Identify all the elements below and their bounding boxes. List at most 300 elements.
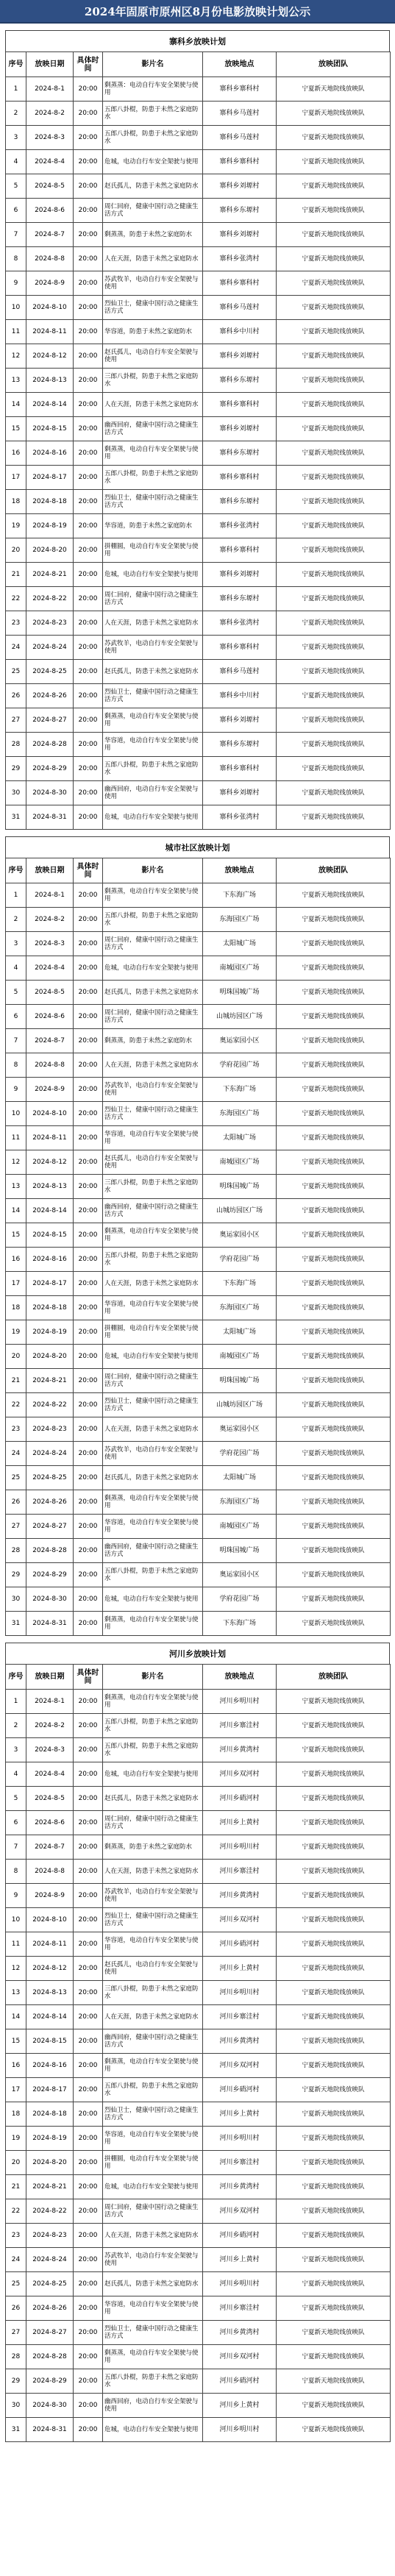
- row-index-cell: 26: [6, 1490, 26, 1515]
- screening-location-cell: 河川乡上黄村: [203, 2248, 277, 2272]
- screening-time-cell: 20:00: [74, 1223, 103, 1248]
- screening-date-cell: 2024-8-16: [26, 2054, 74, 2078]
- screening-time-cell: 20:00: [74, 2175, 103, 2199]
- table-row: [6, 1490, 391, 1515]
- row-index-cell: 22: [6, 2199, 26, 2224]
- film-title-cell: 赵氏孤儿，防患于未然之家庭防水: [103, 2272, 203, 2296]
- row-index-cell: 26: [6, 2296, 26, 2321]
- film-title-cell: 幽西回府，健康中国行动之健康生活方式: [103, 1199, 203, 1223]
- table-row: [6, 1932, 391, 1957]
- film-title-cell: 烈仙卫士，健康中国行动之健康生活方式: [103, 684, 203, 708]
- row-index-cell: 7: [6, 1835, 26, 1860]
- screening-time-cell: 20:00: [74, 1150, 103, 1175]
- screening-location-cell: 寨科乡东塬村: [203, 587, 277, 611]
- film-title-cell: 幽西回府，健康中国行动之健康生活方式: [103, 417, 203, 441]
- table-row: [6, 514, 391, 538]
- screening-time-cell: 20:00: [74, 932, 103, 956]
- table-row: [6, 636, 391, 660]
- film-title-cell: 周仁回府，健康中国行动之健康生活方式: [103, 1811, 203, 1835]
- film-title-cell: 剩蒸蒸，电动自行车安全架驶与使用: [103, 883, 203, 908]
- film-title-cell: 危城，电动自行车安全架驶与使用: [103, 1345, 203, 1369]
- screening-location-cell: 寨科乡寨科村: [203, 538, 277, 563]
- screening-location-cell: 河川乡上黄村: [203, 1811, 277, 1835]
- screening-team-cell: 宁夏新天地院线放映队: [277, 563, 391, 587]
- row-index-cell: 10: [6, 1908, 26, 1932]
- film-title-cell: 五郎八卦棍，防患于未然之家庭防水: [103, 2369, 203, 2394]
- screening-team-cell: 宁夏新天地院线放映队: [277, 1175, 391, 1199]
- row-index-cell: 19: [6, 514, 26, 538]
- screening-date-cell: 2024-8-3: [26, 1738, 74, 1762]
- film-title-cell: 周仁回府，健康中国行动之健康生活方式: [103, 199, 203, 223]
- screening-time-cell: 20:00: [74, 1932, 103, 1957]
- table-row: [6, 2345, 391, 2369]
- row-index-cell: 8: [6, 247, 26, 271]
- section-spacer: [5, 1636, 390, 1643]
- screening-date-cell: 2024-8-13: [26, 369, 74, 393]
- row-index-cell: 10: [6, 1102, 26, 1126]
- film-title-cell: 剩蒸蒸，电动自行车安全架驶与使用: [103, 708, 203, 733]
- screening-date-cell: 2024-8-23: [26, 611, 74, 636]
- screening-date-cell: 2024-8-10: [26, 1908, 74, 1932]
- screening-time-cell: 20:00: [74, 1369, 103, 1393]
- screening-date-cell: 2024-8-2: [26, 102, 74, 126]
- table-row: [6, 1762, 391, 1787]
- row-index-cell: 15: [6, 1223, 26, 1248]
- screening-date-cell: 2024-8-1: [26, 77, 74, 102]
- screening-location-cell: 太阳城广场: [203, 1320, 277, 1345]
- screening-location-cell: 寨科乡马莲村: [203, 102, 277, 126]
- screening-time-cell: 20:00: [74, 1442, 103, 1466]
- screening-team-cell: 宁夏新天地院线放映队: [277, 1369, 391, 1393]
- screening-team-cell: 宁夏新天地院线放映队: [277, 636, 391, 660]
- table-row: [6, 2029, 391, 2054]
- row-index-cell: 10: [6, 296, 26, 320]
- screening-date-cell: 2024-8-22: [26, 587, 74, 611]
- row-index-cell: 5: [6, 1787, 26, 1811]
- screening-team-cell: 宁夏新天地院线放映队: [277, 1811, 391, 1835]
- film-title-cell: 危城，电动自行车安全架驶与使用: [103, 1587, 203, 1612]
- screening-team-cell: 宁夏新天地院线放映队: [277, 587, 391, 611]
- screening-date-cell: 2024-8-8: [26, 1860, 74, 1884]
- film-title-cell: 五郎八卦棍，防患于未然之家庭防水: [103, 466, 203, 490]
- screening-team-cell: 宁夏新天地院线放映队: [277, 1248, 391, 1272]
- row-index-cell: 6: [6, 1811, 26, 1835]
- screening-time-cell: 20:00: [74, 296, 103, 320]
- table-row: [6, 2078, 391, 2102]
- screening-time-cell: 20:00: [74, 1053, 103, 1078]
- table-row: [6, 441, 391, 466]
- screening-location-cell: 河川乡寨洼村: [203, 2296, 277, 2321]
- screening-time-cell: 20:00: [74, 781, 103, 805]
- schedule-section: [0, 1636, 395, 2442]
- screening-location-cell: 寨科乡寨科村: [203, 466, 277, 490]
- screening-location-cell: 寨科乡刘塬村: [203, 781, 277, 805]
- screening-date-cell: 2024-8-26: [26, 2296, 74, 2321]
- screening-team-cell: 宁夏新天地院线放映队: [277, 1053, 391, 1078]
- table-row: [6, 490, 391, 514]
- film-title-cell: 剩蒸蒸，防患于未然之家庭防水: [103, 1029, 203, 1053]
- screening-team-cell: 宁夏新天地院线放映队: [277, 2054, 391, 2078]
- film-title-cell: 烈仙卫士，健康中国行动之健康生活方式: [103, 490, 203, 514]
- screening-location-cell: 东海园区广场: [203, 1490, 277, 1515]
- screening-time-cell: 20:00: [74, 320, 103, 344]
- screening-date-cell: 2024-8-18: [26, 490, 74, 514]
- screening-time-cell: 20:00: [74, 1345, 103, 1369]
- screening-team-cell: 宁夏新天地院线放映队: [277, 2321, 391, 2345]
- screening-date-cell: 2024-8-5: [26, 174, 74, 199]
- screening-time-cell: 20:00: [74, 2248, 103, 2272]
- table-row: [6, 660, 391, 684]
- column-header-film-title: 影片名: [103, 858, 203, 883]
- screening-date-cell: 2024-8-23: [26, 2224, 74, 2248]
- screening-location-cell: 河川乡双河村: [203, 1762, 277, 1787]
- row-index-cell: 30: [6, 2394, 26, 2418]
- screening-location-cell: 河川乡寨洼村: [203, 2005, 277, 2029]
- row-index-cell: 22: [6, 587, 26, 611]
- screening-location-cell: 明珠国城广场: [203, 1175, 277, 1199]
- screening-date-cell: 2024-8-7: [26, 1835, 74, 1860]
- film-title-cell: 烈仙卫士，健康中国行动之健康生活方式: [103, 1908, 203, 1932]
- table-row: [6, 1835, 391, 1860]
- screening-time-cell: 20:00: [74, 2078, 103, 2102]
- screening-time-cell: 20:00: [74, 1296, 103, 1320]
- screening-date-cell: 2024-8-23: [26, 1417, 74, 1442]
- table-row: [6, 1884, 391, 1908]
- screening-team-cell: 宁夏新天地院线放映队: [277, 805, 391, 830]
- screening-team-cell: 宁夏新天地院线放映队: [277, 174, 391, 199]
- screening-time-cell: 20:00: [74, 908, 103, 932]
- screening-time-cell: 20:00: [74, 466, 103, 490]
- table-row: [6, 2054, 391, 2078]
- screening-location-cell: 河川乡硝河村: [203, 2369, 277, 2394]
- table-row: [6, 1102, 391, 1126]
- row-index-cell: 14: [6, 2005, 26, 2029]
- row-index-cell: 18: [6, 1296, 26, 1320]
- screening-date-cell: 2024-8-25: [26, 660, 74, 684]
- film-title-cell: 剩蒸蒸：电动自行车安全架驶与使用: [103, 77, 203, 102]
- screening-time-cell: 20:00: [74, 393, 103, 417]
- table-row: [6, 733, 391, 757]
- row-index-cell: 31: [6, 805, 26, 830]
- table-row: [6, 781, 391, 805]
- film-title-cell: 烈仙卫士，健康中国行动之健康生活方式: [103, 2321, 203, 2345]
- film-title-cell: 剩蒸蒸，电动自行车安全架驶与使用: [103, 2345, 203, 2369]
- film-title-cell: 三郎八卦棍，防患于未然之家庭防水: [103, 1175, 203, 1199]
- table-row: [6, 1466, 391, 1490]
- screening-time-cell: 20:00: [74, 883, 103, 908]
- screening-location-cell: 明珠国城广场: [203, 981, 277, 1005]
- row-index-cell: 9: [6, 1078, 26, 1102]
- screening-team-cell: 宁夏新天地院线放映队: [277, 1539, 391, 1563]
- screening-time-cell: 20:00: [74, 1957, 103, 1981]
- screening-location-cell: 学府花园广场: [203, 1587, 277, 1612]
- screening-team-cell: 宁夏新天地院线放映队: [277, 781, 391, 805]
- row-index-cell: 8: [6, 1053, 26, 1078]
- table-row: [6, 1005, 391, 1029]
- screening-team-cell: 宁夏新天地院线放映队: [277, 2078, 391, 2102]
- screening-date-cell: 2024-8-3: [26, 932, 74, 956]
- film-title-cell: 烈仙卫士，健康中国行动之健康生活方式: [103, 296, 203, 320]
- screening-date-cell: 2024-8-31: [26, 805, 74, 830]
- row-index-cell: 4: [6, 956, 26, 981]
- film-title-cell: 五郎八卦棍，防患于未然之家庭防水: [103, 908, 203, 932]
- table-row: [6, 199, 391, 223]
- row-index-cell: 15: [6, 417, 26, 441]
- screening-date-cell: 2024-8-29: [26, 757, 74, 781]
- table-row: [6, 1787, 391, 1811]
- table-row: [6, 320, 391, 344]
- screening-date-cell: 2024-8-27: [26, 708, 74, 733]
- screening-date-cell: 2024-8-29: [26, 2369, 74, 2394]
- film-title-cell: 周仁回府，健康中国行动之健康生活方式: [103, 2199, 203, 2224]
- screening-team-cell: 宁夏新天地院线放映队: [277, 1393, 391, 1417]
- screening-team-cell: 宁夏新天地院线放映队: [277, 538, 391, 563]
- screening-time-cell: 20:00: [74, 1587, 103, 1612]
- table-row: [6, 1175, 391, 1199]
- row-index-cell: 21: [6, 1369, 26, 1393]
- row-index-cell: 23: [6, 2224, 26, 2248]
- screening-team-cell: 宁夏新天地院线放映队: [277, 1005, 391, 1029]
- film-title-cell: 危城，电动自行车安全架驶与使用: [103, 2418, 203, 2442]
- screening-date-cell: 2024-8-11: [26, 320, 74, 344]
- screening-time-cell: 20:00: [74, 2272, 103, 2296]
- film-title-cell: 华容道，电动自行车安全架驶与使用: [103, 1515, 203, 1539]
- screening-date-cell: 2024-8-11: [26, 1126, 74, 1150]
- screening-location-cell: 奥运家园小区: [203, 1563, 277, 1587]
- screening-date-cell: 2024-8-7: [26, 223, 74, 247]
- screening-team-cell: 宁夏新天地院线放映队: [277, 490, 391, 514]
- table-row: [6, 684, 391, 708]
- column-header-screening-date: 放映日期: [26, 1665, 74, 1690]
- table-row: [6, 708, 391, 733]
- screening-team-cell: 宁夏新天地院线放映队: [277, 1029, 391, 1053]
- row-index-cell: 11: [6, 320, 26, 344]
- screening-date-cell: 2024-8-15: [26, 2029, 74, 2054]
- screening-time-cell: 20:00: [74, 441, 103, 466]
- screening-team-cell: 宁夏新天地院线放映队: [277, 1563, 391, 1587]
- screening-date-cell: 2024-8-25: [26, 2272, 74, 2296]
- table-row: [6, 805, 391, 830]
- screening-location-cell: 寨科乡马莲村: [203, 126, 277, 150]
- film-title-cell: 危城，电动自行车安全架驶与使用: [103, 956, 203, 981]
- screening-date-cell: 2024-8-24: [26, 2248, 74, 2272]
- row-index-cell: 1: [6, 77, 26, 102]
- row-index-cell: 12: [6, 1957, 26, 1981]
- screening-team-cell: 宁夏新天地院线放映队: [277, 757, 391, 781]
- screening-location-cell: 河川乡黄湾村: [203, 2175, 277, 2199]
- screening-time-cell: 20:00: [74, 636, 103, 660]
- row-index-cell: 24: [6, 636, 26, 660]
- screening-team-cell: 宁夏新天地院线放映队: [277, 271, 391, 296]
- screening-team-cell: 宁夏新天地院线放映队: [277, 2102, 391, 2127]
- film-title-cell: 烈仙卫士，健康中国行动之健康生活方式: [103, 1393, 203, 1417]
- row-index-cell: 1: [6, 883, 26, 908]
- screening-time-cell: 20:00: [74, 2418, 103, 2442]
- screening-time-cell: 20:00: [74, 514, 103, 538]
- row-index-cell: 11: [6, 1126, 26, 1150]
- screening-time-cell: 20:00: [74, 1787, 103, 1811]
- table-row: [6, 1223, 391, 1248]
- screening-time-cell: 20:00: [74, 1539, 103, 1563]
- screening-date-cell: 2024-8-16: [26, 441, 74, 466]
- film-title-cell: 人在天涯，防患于未然之家庭防水: [103, 2224, 203, 2248]
- screening-date-cell: 2024-8-2: [26, 1714, 74, 1738]
- row-index-cell: 15: [6, 2029, 26, 2054]
- screening-team-cell: 宁夏新天地院线放映队: [277, 1345, 391, 1369]
- table-row: [6, 611, 391, 636]
- film-title-cell: 人在天涯，防患于未然之家庭防水: [103, 2005, 203, 2029]
- screening-team-cell: 宁夏新天地院线放映队: [277, 2418, 391, 2442]
- screening-date-cell: 2024-8-4: [26, 956, 74, 981]
- screening-date-cell: 2024-8-13: [26, 1175, 74, 1199]
- screening-location-cell: 河川乡硝河村: [203, 1787, 277, 1811]
- screening-date-cell: 2024-8-9: [26, 1078, 74, 1102]
- table-row: [6, 883, 391, 908]
- film-title-cell: 剩蒸蒸，电动自行车安全架驶与使用: [103, 1490, 203, 1515]
- screening-date-cell: 2024-8-31: [26, 1612, 74, 1636]
- screening-location-cell: 河川乡上黄村: [203, 2102, 277, 2127]
- film-title-cell: 烈仙卫士，健康中国行动之健康生活方式: [103, 2102, 203, 2127]
- film-title-cell: 赵氏孤儿，防患于未然之家庭防水: [103, 1466, 203, 1490]
- row-index-cell: 29: [6, 1563, 26, 1587]
- screening-location-cell: 寨科乡刘塬村: [203, 223, 277, 247]
- row-index-cell: 25: [6, 1466, 26, 1490]
- screening-date-cell: 2024-8-1: [26, 1690, 74, 1714]
- screening-time-cell: 20:00: [74, 2102, 103, 2127]
- row-index-cell: 5: [6, 174, 26, 199]
- screening-date-cell: 2024-8-30: [26, 781, 74, 805]
- column-header-screening-team: 放映团队: [277, 858, 391, 883]
- table-row: [6, 223, 391, 247]
- screening-location-cell: 南城园区广场: [203, 1150, 277, 1175]
- screening-team-cell: 宁夏新天地院线放映队: [277, 1223, 391, 1248]
- screening-team-cell: 宁夏新天地院线放映队: [277, 102, 391, 126]
- screening-location-cell: 河川乡寨洼村: [203, 1714, 277, 1738]
- screening-date-cell: 2024-8-11: [26, 1932, 74, 1957]
- section-spacer: [5, 24, 390, 30]
- screening-date-cell: 2024-8-14: [26, 2005, 74, 2029]
- row-index-cell: 9: [6, 271, 26, 296]
- screening-time-cell: 20:00: [74, 1860, 103, 1884]
- film-title-cell: 剩蒸蒸，电动自行车安全架驶与使用: [103, 1690, 203, 1714]
- table-row: [6, 1345, 391, 1369]
- screening-location-cell: 河川乡硝河村: [203, 2224, 277, 2248]
- row-index-cell: 16: [6, 2054, 26, 2078]
- row-index-cell: 6: [6, 1005, 26, 1029]
- row-index-cell: 3: [6, 1738, 26, 1762]
- film-title-cell: 苏武牧羊，电动自行车安全架驶与使用: [103, 636, 203, 660]
- screening-location-cell: 太阳城广场: [203, 932, 277, 956]
- screening-date-cell: 2024-8-4: [26, 1762, 74, 1787]
- film-title-cell: 剩蒸蒸，电动自行车安全架驶与使用: [103, 441, 203, 466]
- screening-team-cell: 宁夏新天地院线放映队: [277, 369, 391, 393]
- screening-location-cell: 学府花园广场: [203, 1248, 277, 1272]
- screening-date-cell: 2024-8-19: [26, 2127, 74, 2151]
- screening-date-cell: 2024-8-3: [26, 126, 74, 150]
- screening-date-cell: 2024-8-28: [26, 733, 74, 757]
- screening-time-cell: 20:00: [74, 1417, 103, 1442]
- screening-time-cell: 20:00: [74, 2005, 103, 2029]
- screening-location-cell: 河川乡双河村: [203, 2054, 277, 2078]
- screening-time-cell: 20:00: [74, 587, 103, 611]
- screening-team-cell: 宁夏新天地院线放映队: [277, 1860, 391, 1884]
- screening-location-cell: 太阳城广场: [203, 1126, 277, 1150]
- film-title-cell: 人在天涯，防患于未然之家庭防水: [103, 1272, 203, 1296]
- film-title-cell: 华容道，电动自行车安全架驶与使用: [103, 733, 203, 757]
- screening-time-cell: 20:00: [74, 369, 103, 393]
- film-title-cell: 苏武牧羊，电动自行车安全架驶与使用: [103, 1442, 203, 1466]
- row-index-cell: 31: [6, 1612, 26, 1636]
- row-index-cell: 25: [6, 2272, 26, 2296]
- screening-location-cell: 河川乡寨洼村: [203, 1860, 277, 1884]
- table-header-row: [6, 1665, 391, 1690]
- screening-date-cell: 2024-8-5: [26, 1787, 74, 1811]
- screening-time-cell: 20:00: [74, 1005, 103, 1029]
- screening-location-cell: 寨科乡寨科村: [203, 393, 277, 417]
- row-index-cell: 16: [6, 1248, 26, 1272]
- screening-team-cell: 宁夏新天地院线放映队: [277, 77, 391, 102]
- table-row: [6, 126, 391, 150]
- row-index-cell: 28: [6, 2345, 26, 2369]
- screening-team-cell: 宁夏新天地院线放映队: [277, 981, 391, 1005]
- screening-date-cell: 2024-8-31: [26, 2418, 74, 2442]
- screening-time-cell: 20:00: [74, 223, 103, 247]
- film-title-cell: 人在天涯，防患于未然之家庭防水: [103, 1053, 203, 1078]
- row-index-cell: 20: [6, 1345, 26, 1369]
- table-row: [6, 1981, 391, 2005]
- screening-team-cell: 宁夏新天地院线放映队: [277, 2272, 391, 2296]
- screening-time-cell: 20:00: [74, 1078, 103, 1102]
- film-title-cell: 五郎八卦棍，防患于未然之家庭防水: [103, 1248, 203, 1272]
- column-header-row-index: 序号: [6, 858, 26, 883]
- screening-time-cell: 20:00: [74, 1393, 103, 1417]
- section-title: 城市社区放映计划: [5, 836, 390, 858]
- table-row: [6, 1320, 391, 1345]
- screening-date-cell: 2024-8-17: [26, 466, 74, 490]
- film-title-cell: 剩蒸蒸，电动自行车安全架驶与使用: [103, 2054, 203, 2078]
- row-index-cell: 17: [6, 466, 26, 490]
- screening-team-cell: 宁夏新天地院线放映队: [277, 2005, 391, 2029]
- screening-location-cell: 寨科乡张湾村: [203, 611, 277, 636]
- table-row: [6, 2394, 391, 2418]
- row-index-cell: 4: [6, 150, 26, 174]
- row-index-cell: 14: [6, 393, 26, 417]
- schedule-section: [0, 830, 395, 1636]
- screening-location-cell: 寨科乡东塬村: [203, 441, 277, 466]
- film-title-cell: 周仁回府，健康中国行动之健康生活方式: [103, 932, 203, 956]
- screening-time-cell: 20:00: [74, 2054, 103, 2078]
- screening-date-cell: 2024-8-27: [26, 1515, 74, 1539]
- row-index-cell: 16: [6, 441, 26, 466]
- row-index-cell: 17: [6, 2078, 26, 2102]
- screening-location-cell: 寨科乡中川村: [203, 684, 277, 708]
- table-row: [6, 1393, 391, 1417]
- screening-team-cell: 宁夏新天地院线放映队: [277, 1320, 391, 1345]
- screening-time-cell: 20:00: [74, 563, 103, 587]
- screening-team-cell: 宁夏新天地院线放映队: [277, 199, 391, 223]
- film-title-cell: 五郎八卦棍，防患于未然之家庭防水: [103, 757, 203, 781]
- screening-location-cell: 寨科乡东塬村: [203, 199, 277, 223]
- schedule-table: [5, 1664, 391, 2442]
- schedule-section: [0, 24, 395, 830]
- screening-location-cell: 寨科乡马莲村: [203, 660, 277, 684]
- row-index-cell: 19: [6, 1320, 26, 1345]
- screening-team-cell: 宁夏新天地院线放映队: [277, 417, 391, 441]
- screening-location-cell: 河川乡黄湾村: [203, 1884, 277, 1908]
- screening-time-cell: 20:00: [74, 2345, 103, 2369]
- screening-team-cell: 宁夏新天地院线放映队: [277, 1787, 391, 1811]
- film-title-cell: 周仁回府，健康中国行动之健康生活方式: [103, 587, 203, 611]
